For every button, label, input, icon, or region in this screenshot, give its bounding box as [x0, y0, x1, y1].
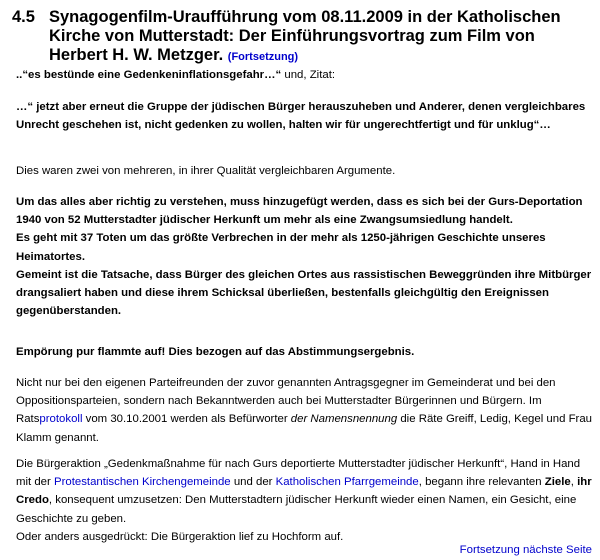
context-line-2: Es geht mit 37 Toten um das größte Verbrechen in der mehr als 1250-jährigen Geschichte unseres Heimatortes. — [16, 232, 546, 263]
next-page-link[interactable]: Fortsetzung nächste Seite — [459, 544, 592, 556]
paragraph-context — [16, 193, 594, 320]
paragraph-quote-intro: ..“es bestünde eine Gedenkeninflationsgefahr…“ und, Zitat: — [16, 69, 336, 81]
protestant-parish-link[interactable]: Protestantischen Kirchengemeinde — [53, 476, 231, 489]
section-title: Synagogenfilm-Uraufführung vom 08.11.2009 in der Katholischen Kirche von Mutterstadt: Der Einführungsvortrag zum Film von Herbert H. W. Metzger. (Fortsetzung) — [49, 8, 561, 64]
paragraph-quote: …“ jetzt aber erneut die Gruppe der jüdischen Bürger herauszuheben und Anderer, denen vergleichbares Unrecht geschehen ist, nicht gedenken zu wollen, halten wir für ungerechtfertigt und für unklug“… — [16, 101, 586, 132]
context-line-1: Um das alles aber richtig zu verstehen, muss hinzugefügt werden, dass es sich bei der Gurs-Deportation 1940 von 52 Mutterstadter jüdischer Herkunft um mehr als eine Zwangsumsiedlung handelt. — [16, 196, 583, 227]
catholic-parish-link[interactable]: Katholischen Pfarrgemeinde — [275, 476, 419, 489]
protokoll-link[interactable]: protokoll — [39, 413, 83, 426]
continuation-link[interactable]: (Fortsetzung) — [227, 51, 299, 63]
citizens-action-main: Die Bürgeraktion „Gedenkmaßnahme für nach Gurs deportierte Mutterstadter jüdischer Herkunft“, Hand in Hand mit der Protestantischen Kirchengemeinde und der Katholischen Pfarrgemeinde, begann ihre relevanten Ziele, ihr Credo, konsequent umzusetzen: Den Mutterstadtern jüdischer Herkunft wieder einen Namen, ein Gesicht, eine Geschichte zu geben. — [16, 458, 592, 525]
section-number: 4.5 — [12, 8, 35, 26]
paragraph-arguments: Dies waren zwei von mehreren, in ihrer Qualität vergleichbaren Argumente. — [16, 165, 396, 177]
context-line-3: Gemeint ist die Tatsache, dass Bürger des gleichen Ortes aus rassistischen Beweggründen ihre Mitbürger drangsaliert haben und diese ihrem Schicksal überließen, bestenfalls gleichgültig den Ereignissen gegenüberstanden. — [16, 268, 592, 318]
paragraph-citizens-action — [16, 455, 594, 546]
paragraph-reaction: Nicht nur bei den eigenen Parteifreunden der zuvor genannten Antragsgegner im Gemeinderat und bei den Oppositionsparteien, sondern nach Bekanntwerden auch bei Mutterstadter Bürgerinnen und Bürgern. Im Ratsprotokoll vom 30.10.2001 werden als Befürworter der Namensnennung die Räte Greiff, Ledig, Kegel und Frau Klamm genannt. — [16, 377, 593, 444]
paragraph-outrage: Empörung pur flammte auf! Dies bezogen auf das Abstimmungsergebnis. — [16, 346, 415, 358]
citizens-action-summary: Oder anders ausgedrückt: Die Bürgeraktion lief zu Hochform auf. — [16, 530, 344, 543]
